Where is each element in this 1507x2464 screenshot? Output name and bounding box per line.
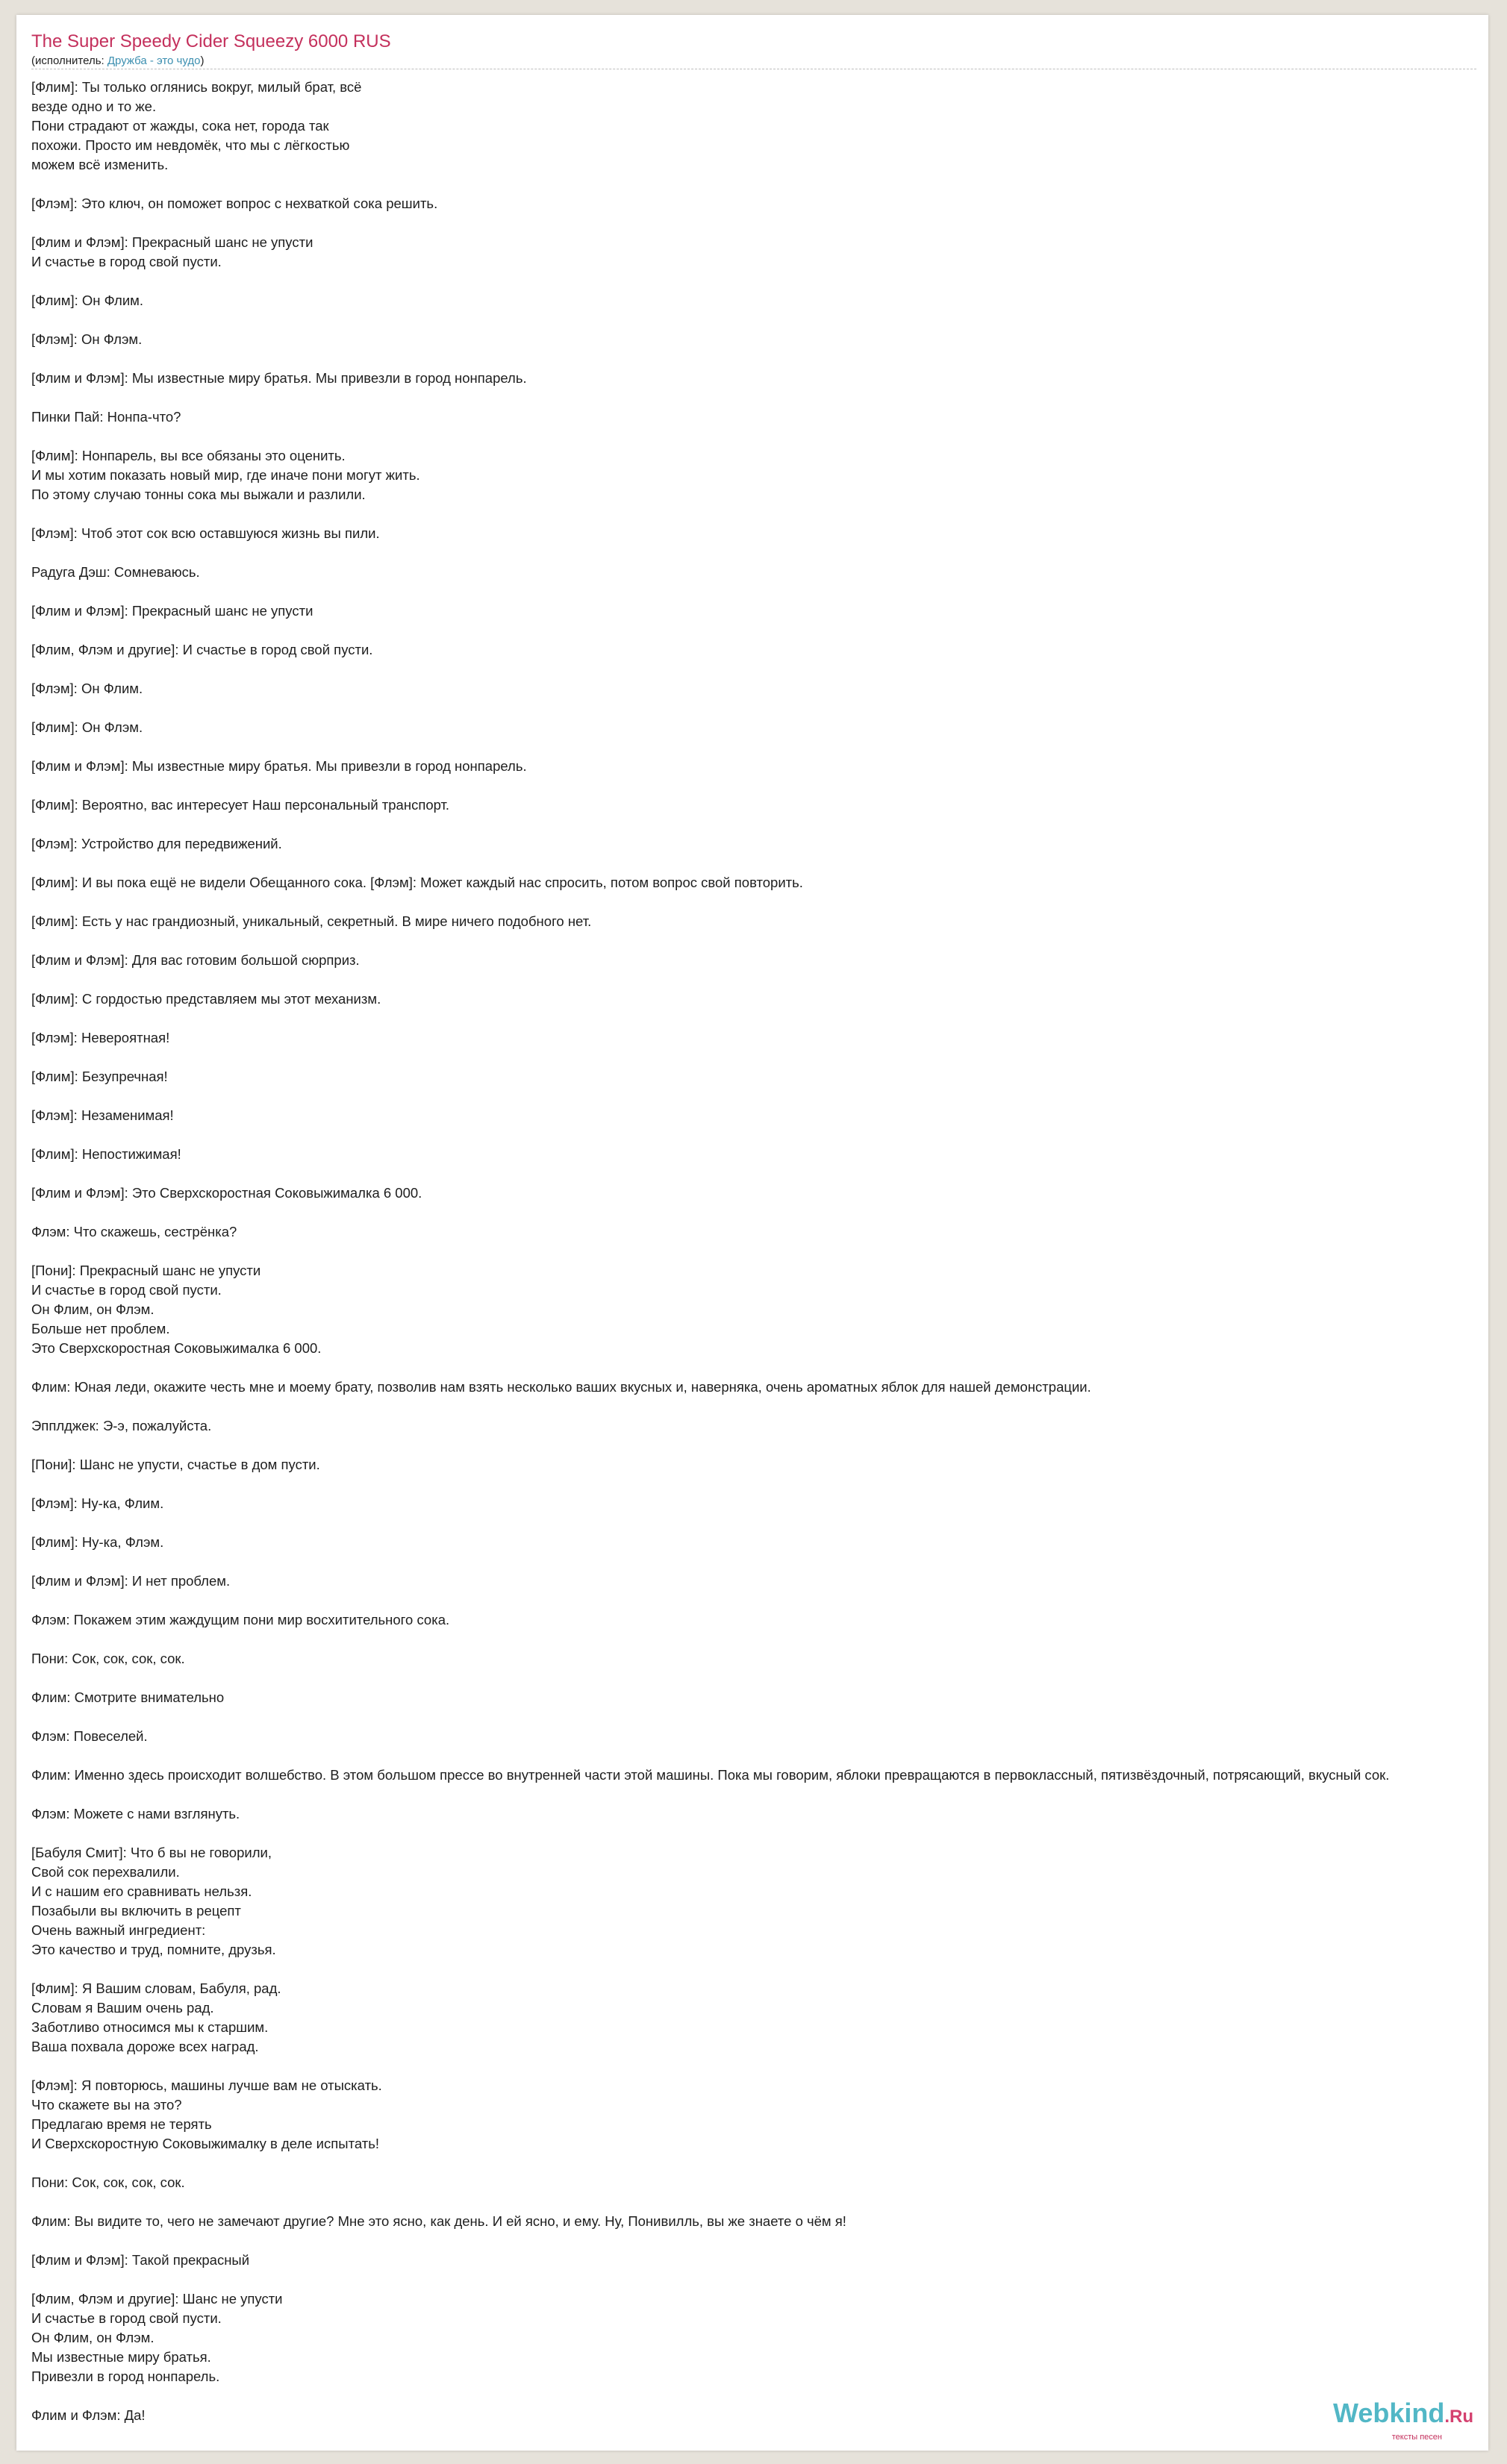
lyrics-line: [Флим]: Нонпарель, вы все обязаны это оценить.: [31, 448, 346, 463]
lyrics-stanza: [31, 1106, 1488, 1125]
lyrics-line: похожи. Просто им невдомёк, что мы с лёгкостью: [31, 137, 350, 153]
lyrics-line: [Флэм]: Он Флим.: [31, 681, 143, 696]
lyrics-line: Он Флим, он Флэм.: [31, 2330, 155, 2345]
lyrics-stanza: [31, 2251, 1488, 2270]
lyrics-stanza: [31, 1804, 1488, 1824]
lyrics-line: Свой сок перехвалили.: [31, 1864, 180, 1880]
lyrics-line: [Флим]: Ну-ка, Флэм.: [31, 1534, 164, 1550]
lyrics-stanza: [31, 446, 1488, 504]
lyrics-line: [Флэм]: Ну-ка, Флим.: [31, 1495, 164, 1511]
lyrics-line: [Флим]: И вы пока ещё не видели Обещанного сока. [Флэм]: Может каждый нас спросить, потом вопрос свой повторить.: [31, 875, 803, 890]
lyrics-line: [Флим]: Непостижимая!: [31, 1146, 181, 1162]
lyrics-line: И счастье в город свой пусти.: [31, 2310, 222, 2326]
lyrics-line: Предлагаю время не терять: [31, 2116, 212, 2132]
lyrics-stanza: [31, 679, 1488, 698]
lyrics-stanza: [31, 1533, 1488, 1552]
lyrics-line: Пони: Сок, сок, сок, сок.: [31, 2174, 185, 2190]
lyrics-stanza: [31, 291, 1488, 310]
lyrics-line: [Флим и Флэм]: Мы известные миру братья. Мы привезли в город нонпарель.: [31, 758, 527, 774]
lyrics-stanza: [31, 369, 1488, 388]
lyrics-stanza: [31, 1378, 1488, 1397]
lyrics-line: Он Флим, он Флэм.: [31, 1301, 155, 1317]
lyrics-line: [Флим и Флэм]: Прекрасный шанс не упусти: [31, 234, 313, 250]
lyrics-line: Привезли в город нонпарель.: [31, 2368, 220, 2384]
performer-suffix: ): [200, 54, 205, 67]
lyrics-stanza: [31, 1494, 1488, 1513]
lyrics-stanza: [31, 989, 1488, 1009]
lyrics-stanza: [31, 1572, 1488, 1591]
lyrics-line: [Флэм]: Он Флэм.: [31, 331, 143, 347]
lyrics-line: Что скажете вы на это?: [31, 2097, 182, 2113]
lyrics-line: И мы хотим показать новый мир, где иначе пони могут жить.: [31, 467, 420, 483]
lyrics-line: [Флэм]: Это ключ, он поможет вопрос с нехваткой сока решить.: [31, 196, 438, 211]
lyrics-stanza: [31, 951, 1488, 970]
lyrics-line: [Флим]: Ты только оглянись вокруг, милый брат, всё: [31, 79, 362, 95]
performer-prefix: (исполнитель:: [31, 54, 107, 67]
lyrics-stanza: [31, 1145, 1488, 1164]
lyrics-stanza: [31, 78, 1488, 175]
lyrics-stanza: [31, 873, 1488, 892]
lyrics-line: Позабыли вы включить в рецепт: [31, 1903, 241, 1919]
lyrics-line: [Флим, Флэм и другие]: Шанс не упусти: [31, 2291, 283, 2307]
lyrics-line: [Флэм]: Невероятная!: [31, 1030, 170, 1045]
lyrics-stanza: [31, 233, 1488, 272]
lyrics-stanza: [31, 1766, 1488, 1785]
song-header: [31, 31, 1476, 69]
logo-web-text: Webkind: [1332, 2398, 1445, 2428]
logo-tagline: тексты песен: [1391, 2433, 1442, 2442]
lyrics-line: Ваша похвала дороже всех наград.: [31, 2039, 259, 2054]
lyrics-line: [Флим]: Он Флим.: [31, 293, 144, 308]
lyrics-line: [Флэм]: Чтоб этот сок всю оставшуюся жизнь вы пили.: [31, 525, 380, 541]
lyrics-body: [31, 78, 1488, 2445]
lyrics-stanza: [31, 757, 1488, 776]
lyrics-line: [Флим и Флэм]: Для вас готовим большой сюрприз.: [31, 952, 360, 968]
lyrics-line: И счастье в город свой пусти.: [31, 1282, 222, 1298]
lyrics-line: [Флим]: Я Вашим словам, Бабуля, рад.: [31, 1980, 281, 1996]
lyrics-line: Флим: Именно здесь происходит волшебство. В этом большом прессе во внутренней части этой машины. Пока мы говорим, яблоки превращаются в первоклассный, пятизвёздочный, потрясающий, вкусный сок.: [31, 1767, 1390, 1783]
lyrics-stanza: [31, 1261, 1488, 1358]
lyrics-line: Эпплджек: Э-э, пожалуйста.: [31, 1418, 212, 1433]
lyrics-line: [Флим и Флэм]: Мы известные миру братья. Мы привезли в город нонпарель.: [31, 370, 527, 386]
lyrics-stanza: [31, 912, 1488, 931]
lyrics-line: Пони: Сок, сок, сок, сок.: [31, 1651, 185, 1666]
lyrics-line: И с нашим его сравнивать нельзя.: [31, 1883, 252, 1899]
lyrics-line: [Флим]: Вероятно, вас интересует Наш персональный транспорт.: [31, 797, 450, 813]
song-title: The Super Speedy Cider Squeezy 6000 RUS: [31, 31, 391, 51]
logo-ru-text: .Ru: [1444, 2407, 1473, 2427]
lyrics-line: [Флим, Флэм и другие]: И счастье в город свой пусти.: [31, 642, 373, 657]
lyrics-line: Заботливо относимся мы к старшим.: [31, 2019, 269, 2035]
lyrics-line: Флэм: Повеселей.: [31, 1728, 148, 1744]
lyrics-line: [Бабуля Смит]: Что б вы не говорили,: [31, 1845, 272, 1860]
logo-wordmark: [1324, 2398, 1473, 2432]
lyrics-stanza: [31, 1067, 1488, 1086]
lyrics-stanza: [31, 2289, 1488, 2386]
lyrics-stanza: [31, 2076, 1488, 2154]
lyrics-line: [Флим]: С гордостью представляем мы этот механизм.: [31, 991, 381, 1007]
lyrics-stanza: [31, 1979, 1488, 2057]
lyrics-line: [Флим и Флэм]: Это Сверхскоростная Соковыжималка 6 000.: [31, 1185, 422, 1201]
lyrics-line: Флим: Смотрите внимательно: [31, 1689, 225, 1705]
lyrics-stanza: [31, 2173, 1488, 2192]
lyrics-line: [Флим]: Он Флэм.: [31, 719, 143, 735]
lyrics-line: везде одно и то же.: [31, 99, 157, 114]
lyrics-stanza: [31, 1416, 1488, 1436]
lyrics-line: И счастье в город свой пусти.: [31, 254, 222, 269]
performer-line: [31, 54, 1476, 69]
performer-link[interactable]: Дружба - это чудо: [107, 54, 201, 67]
lyrics-line: [Пони]: Шанс не упусти, счастье в дом пусти.: [31, 1457, 320, 1472]
lyrics-line: Флим: Вы видите то, чего не замечают другие? Мне это ясно, как день. И ей ясно, и ему. Ну, Понивилль, вы же знаете о чём я!: [31, 2213, 846, 2229]
lyrics-line: [Флэм]: Устройство для передвижений.: [31, 836, 282, 851]
lyrics-stanza: [31, 330, 1488, 349]
lyrics-stanza: [31, 1222, 1488, 1242]
lyrics-stanza: [31, 194, 1488, 213]
lyrics-stanza: [31, 1028, 1488, 1048]
lyrics-line: Это Сверхскоростная Соковыжималка 6 000.: [31, 1340, 322, 1356]
lyrics-line: Флим и Флэм: Да!: [31, 2407, 146, 2423]
lyrics-line: Флим: Юная леди, окажите честь мне и моему брату, позволив нам взять несколько ваших вкусных и, наверняка, очень ароматных яблок для нашей демонстрации.: [31, 1379, 1091, 1395]
lyrics-page: [16, 15, 1488, 2451]
lyrics-stanza: [31, 407, 1488, 427]
lyrics-line: [Флим и Флэм]: И нет проблем.: [31, 1573, 231, 1589]
lyrics-stanza: [31, 2406, 1488, 2425]
lyrics-stanza: [31, 524, 1488, 543]
lyrics-stanza: [31, 601, 1488, 621]
lyrics-line: И Сверхскоростную Соковыжималку в деле испытать!: [31, 2136, 379, 2151]
lyrics-stanza: [31, 563, 1488, 582]
lyrics-stanza: [31, 1455, 1488, 1475]
lyrics-line: [Флим и Флэм]: Прекрасный шанс не упусти: [31, 603, 313, 619]
lyrics-stanza: [31, 2212, 1488, 2231]
lyrics-line: [Флим и Флэм]: Такой прекрасный: [31, 2252, 250, 2268]
lyrics-line: [Флэм]: Незаменимая!: [31, 1107, 174, 1123]
lyrics-line: [Флим]: Безупречная!: [31, 1069, 168, 1084]
lyrics-line: Пинки Пай: Нонпа-что?: [31, 409, 181, 425]
lyrics-stanza: [31, 718, 1488, 737]
lyrics-stanza: [31, 1688, 1488, 1707]
lyrics-line: Мы известные миру братья.: [31, 2349, 211, 2365]
lyrics-line: Очень важный ингредиент:: [31, 1922, 206, 1938]
lyrics-stanza: [31, 1727, 1488, 1746]
lyrics-stanza: [31, 1610, 1488, 1630]
lyrics-line: Флэм: Можете с нами взглянуть.: [31, 1806, 240, 1822]
lyrics-stanza: [31, 640, 1488, 660]
lyrics-line: Флэм: Что скажешь, сестрёнка?: [31, 1224, 237, 1239]
lyrics-line: [Флим]: Есть у нас грандиозный, уникальный, секретный. В мире ничего подобного нет.: [31, 913, 592, 929]
lyrics-line: По этому случаю тонны сока мы выжали и разлили.: [31, 487, 366, 502]
lyrics-line: [Флэм]: Я повторюсь, машины лучше вам не отыскать.: [31, 2077, 382, 2093]
lyrics-stanza: [31, 1649, 1488, 1669]
lyrics-line: Пони страдают от жажды, сока нет, города так: [31, 118, 329, 134]
lyrics-stanza: [31, 834, 1488, 854]
lyrics-line: [Пони]: Прекрасный шанс не упусти: [31, 1263, 261, 1278]
lyrics-line: Радуга Дэш: Сомневаюсь.: [31, 564, 200, 580]
lyrics-line: Это качество и труд, помните, друзья.: [31, 1942, 276, 1957]
lyrics-stanza: [31, 1183, 1488, 1203]
lyrics-stanza: [31, 795, 1488, 815]
lyrics-line: Больше нет проблем.: [31, 1321, 170, 1336]
site-logo[interactable]: [1324, 2398, 1473, 2440]
lyrics-stanza: [31, 1843, 1488, 1960]
lyrics-line: можем всё изменить.: [31, 157, 169, 172]
lyrics-line: Флэм: Покажем этим жаждущим пони мир восхитительного сока.: [31, 1612, 450, 1627]
lyrics-line: Словам я Вашим очень рад.: [31, 2000, 214, 2016]
